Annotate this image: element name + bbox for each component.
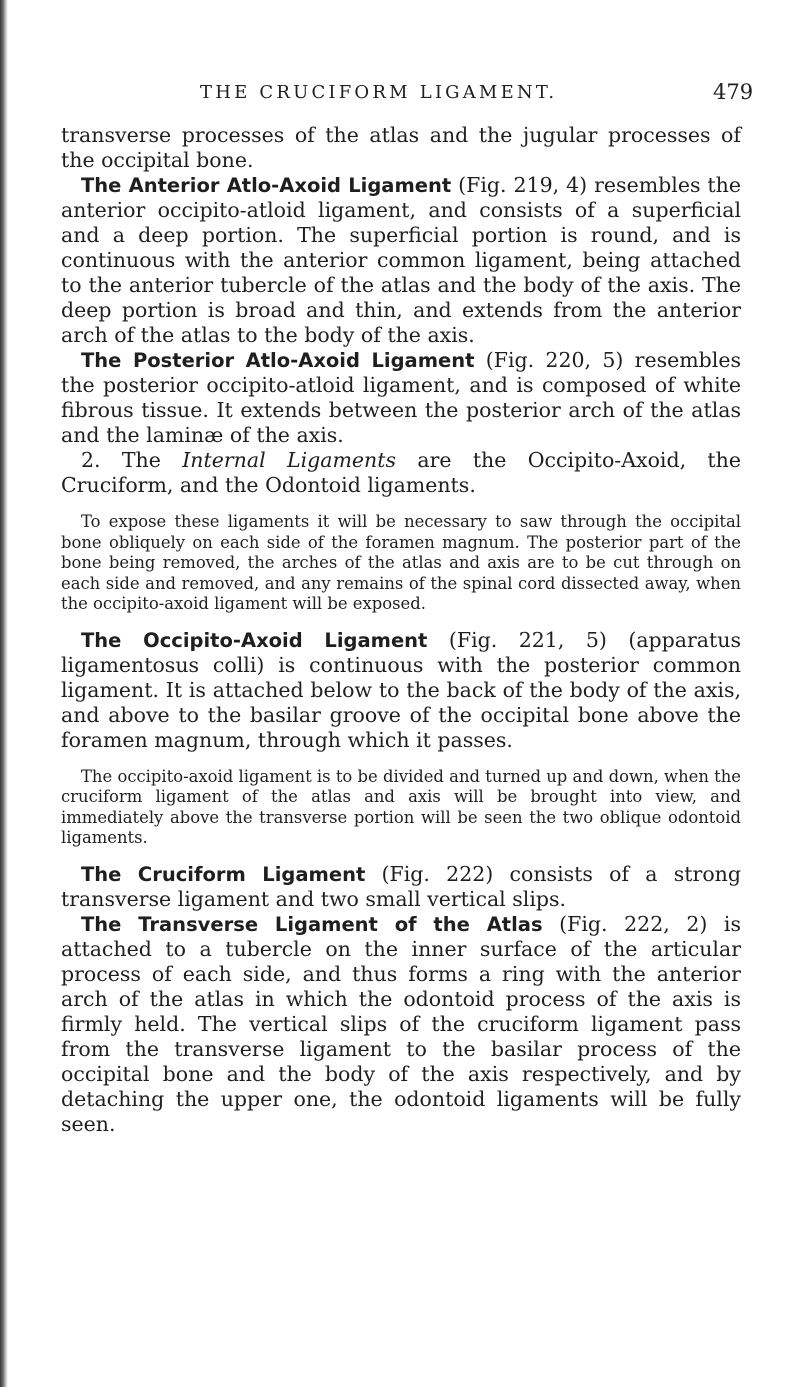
heading-anterior-atlo-axoid: The Anterior Atlo-Axoid Ligament xyxy=(81,174,452,197)
heading-transverse-ligament: The Transverse Ligament of the Atlas xyxy=(81,912,543,936)
page-spine-shadow xyxy=(0,0,8,1387)
internal-ligaments-prefix: 2. The xyxy=(81,448,183,472)
paragraph-internal-ligaments xyxy=(61,448,741,498)
text-posterior-atlo-axoid: (Fig. 220, 5) resembles the posterior occipito-atloid ligament, and is composed of white fibrous tissue. It extends between the posterior arch of the atlas and the laminæ of the axis. xyxy=(61,348,741,447)
dissection-note-2: The occipito-axoid ligament is to be divided and turned up and down, when the cruciform ligament of the atlas and axis will be brought into view, and immediately above the transverse portion will be seen the two oblique odontoid ligaments. xyxy=(61,766,741,847)
page-number: 479 xyxy=(713,80,754,104)
dissection-note-1: To expose these ligaments it will be necessary to saw through the occipital bone obliquely on each side of the foramen magnum. The posterior part of the bone being removed, the arches of the atlas and axis are to be cut through on each side and removed, and any remains of the spinal cord dissected away, when the occipito-axoid ligament will be exposed. xyxy=(61,512,741,613)
heading-posterior-atlo-axoid: The Posterior Atlo-Axoid Ligament xyxy=(81,349,475,372)
text-anterior-atlo-axoid: (Fig. 219, 4) resembles the anterior occipito-atloid ligament, and consists of a superficial and a deep portion. The superficial portion is round, and is continuous with the anterior common ligament, being attached to the anterior tubercle of the atlas and the body of the axis. The deep portion is broad and thin, and extends from the anterior arch of the atlas to the body of the axis. xyxy=(61,173,741,347)
body-text xyxy=(61,123,741,1137)
paragraph-transverse-ligament xyxy=(61,912,741,1137)
paragraph-continuation: transverse processes of the atlas and the jugular processes of the occipital bone. xyxy=(61,123,741,172)
paragraph-occipito-axoid xyxy=(61,628,741,753)
text-cruciform: (Fig. 222) consists of a strong transverse ligament and two small vertical slips. xyxy=(61,861,741,911)
heading-cruciform: The Cruciform Ligament xyxy=(81,862,366,886)
running-title: THE CRUCIFORM LIGAMENT. xyxy=(200,82,558,103)
running-head xyxy=(0,82,800,112)
heading-occipito-axoid: The Occipito-Axoid Ligament xyxy=(81,628,428,652)
paragraph-anterior-atlo-axoid xyxy=(61,173,741,348)
internal-ligaments-text: are the Occipito-Axoid, the Cruciform, and the Odontoid ligaments. xyxy=(61,448,742,497)
internal-ligaments-italic: Internal Ligaments xyxy=(182,448,397,472)
text-occipito-axoid: (Fig. 221, 5) (apparatus ligamentosus colli) is continuous with the posterior common ligament. It is attached below to the back of the body of the axis, and above to the basilar groove of the occipital bone above the foramen magnum, through which it passes. xyxy=(61,627,741,752)
paragraph-cruciform xyxy=(61,862,741,912)
paragraph-posterior-atlo-axoid xyxy=(61,348,741,448)
text-transverse-ligament: (Fig. 222, 2) is attached to a tubercle on the inner surface of the articular process of each side, and thus forms a ring with the anterior arch of the atlas in which the odontoid process of the axis is firmly held. The vertical slips of the cruciform ligament pass from the transverse ligament to the basilar process of the occipital bone and the body of the axis respectively, and by detaching the upper one, the odontoid ligaments will be fully seen. xyxy=(61,911,742,1136)
